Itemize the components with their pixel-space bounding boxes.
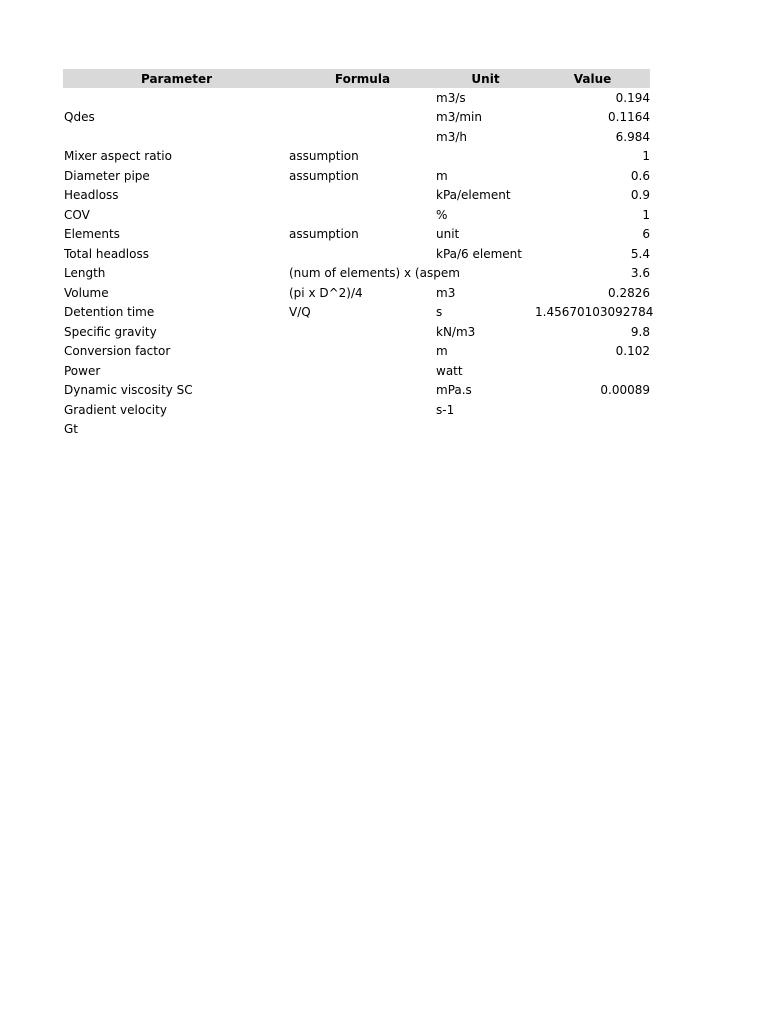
table-row [63, 244, 650, 264]
value-cell: 0.194 [615, 90, 650, 105]
qdes-label: Qdes [64, 110, 95, 125]
unit-cell: m3/min [436, 110, 482, 125]
unit-cell: % [436, 207, 448, 222]
formula-cell: (pi x D^2)/4 [289, 285, 363, 300]
param-cell: COV [64, 207, 90, 222]
table-row [63, 108, 650, 128]
value-cell: 0.9 [630, 188, 650, 203]
param-cell: Gradient velocity [64, 402, 167, 417]
unit-cell: s [436, 305, 443, 320]
table-row [63, 127, 650, 147]
table-row [63, 88, 650, 108]
param-cell: Specific gravity [64, 324, 157, 339]
unit-cell: m3/s [436, 90, 466, 105]
value-cell: 0.2826 [608, 285, 650, 300]
unit-cell: m3 [436, 285, 456, 300]
header-formula: Formula [334, 71, 391, 86]
table-row [63, 147, 650, 167]
unit-cell: mPa.s [436, 383, 472, 398]
table-row [63, 264, 650, 284]
value-cell: 9.8 [630, 324, 650, 339]
formula-cell: assumption [289, 168, 359, 183]
table-body [63, 147, 654, 440]
value-cell: 1.45670103092784 [535, 305, 654, 320]
formula-cell: assumption [289, 149, 359, 164]
table-header [63, 69, 650, 88]
table-row [63, 225, 650, 245]
param-cell: Diameter pipe [64, 168, 150, 183]
param-cell: Power [64, 363, 101, 378]
table-row [63, 166, 650, 186]
table-row [63, 342, 650, 362]
value-cell: 0.1164 [608, 110, 650, 125]
param-cell: Total headloss [64, 246, 149, 261]
param-cell: Headloss [64, 188, 119, 203]
param-cell: Elements [64, 227, 120, 242]
param-cell: Mixer aspect ratio [64, 149, 172, 164]
table-row [63, 303, 654, 323]
unit-cell: s-1 [436, 402, 455, 417]
parameter-table [63, 69, 654, 439]
param-cell: Volume [64, 285, 109, 300]
param-cell: Dynamic viscosity SC [64, 383, 193, 398]
value-cell: 0.102 [615, 344, 650, 359]
param-cell: Detention time [64, 305, 155, 320]
unit-cell: m [436, 168, 448, 183]
header-unit: Unit [471, 71, 500, 86]
formula-cell: assumption [289, 227, 359, 242]
value-cell: 3.6 [630, 266, 650, 281]
param-cell: Gt [64, 422, 79, 437]
unit-cell: kPa/element [436, 188, 511, 203]
table-row [63, 381, 650, 401]
qdes-block [63, 88, 650, 147]
unit-cell: unit [436, 227, 460, 242]
value-cell: 0.00089 [600, 383, 650, 398]
table-row [63, 361, 650, 381]
value-cell: 1 [642, 149, 650, 164]
table-row [63, 400, 650, 420]
formula-cell: (num of elements) x (aspem [289, 266, 460, 281]
header-parameter: Parameter [140, 71, 213, 86]
param-cell: Length [64, 266, 106, 281]
unit-cell: kPa/6 element [436, 246, 522, 261]
value-cell: 0.6 [630, 168, 650, 183]
value-cell: 6.984 [615, 129, 650, 144]
unit-cell: watt [436, 363, 463, 378]
table-row [63, 283, 650, 303]
unit-cell: m3/h [436, 129, 467, 144]
table-row [63, 322, 650, 342]
header-value: Value [573, 71, 612, 86]
formula-cell: V/Q [289, 305, 311, 320]
value-cell: 5.4 [630, 246, 650, 261]
value-cell: 6 [642, 227, 650, 242]
unit-cell: kN/m3 [436, 324, 476, 339]
table-row [63, 186, 650, 206]
table-row [63, 420, 650, 440]
value-cell: 1 [642, 207, 650, 222]
unit-cell: m [436, 344, 448, 359]
param-cell: Conversion factor [64, 344, 171, 359]
table-row [63, 205, 650, 225]
